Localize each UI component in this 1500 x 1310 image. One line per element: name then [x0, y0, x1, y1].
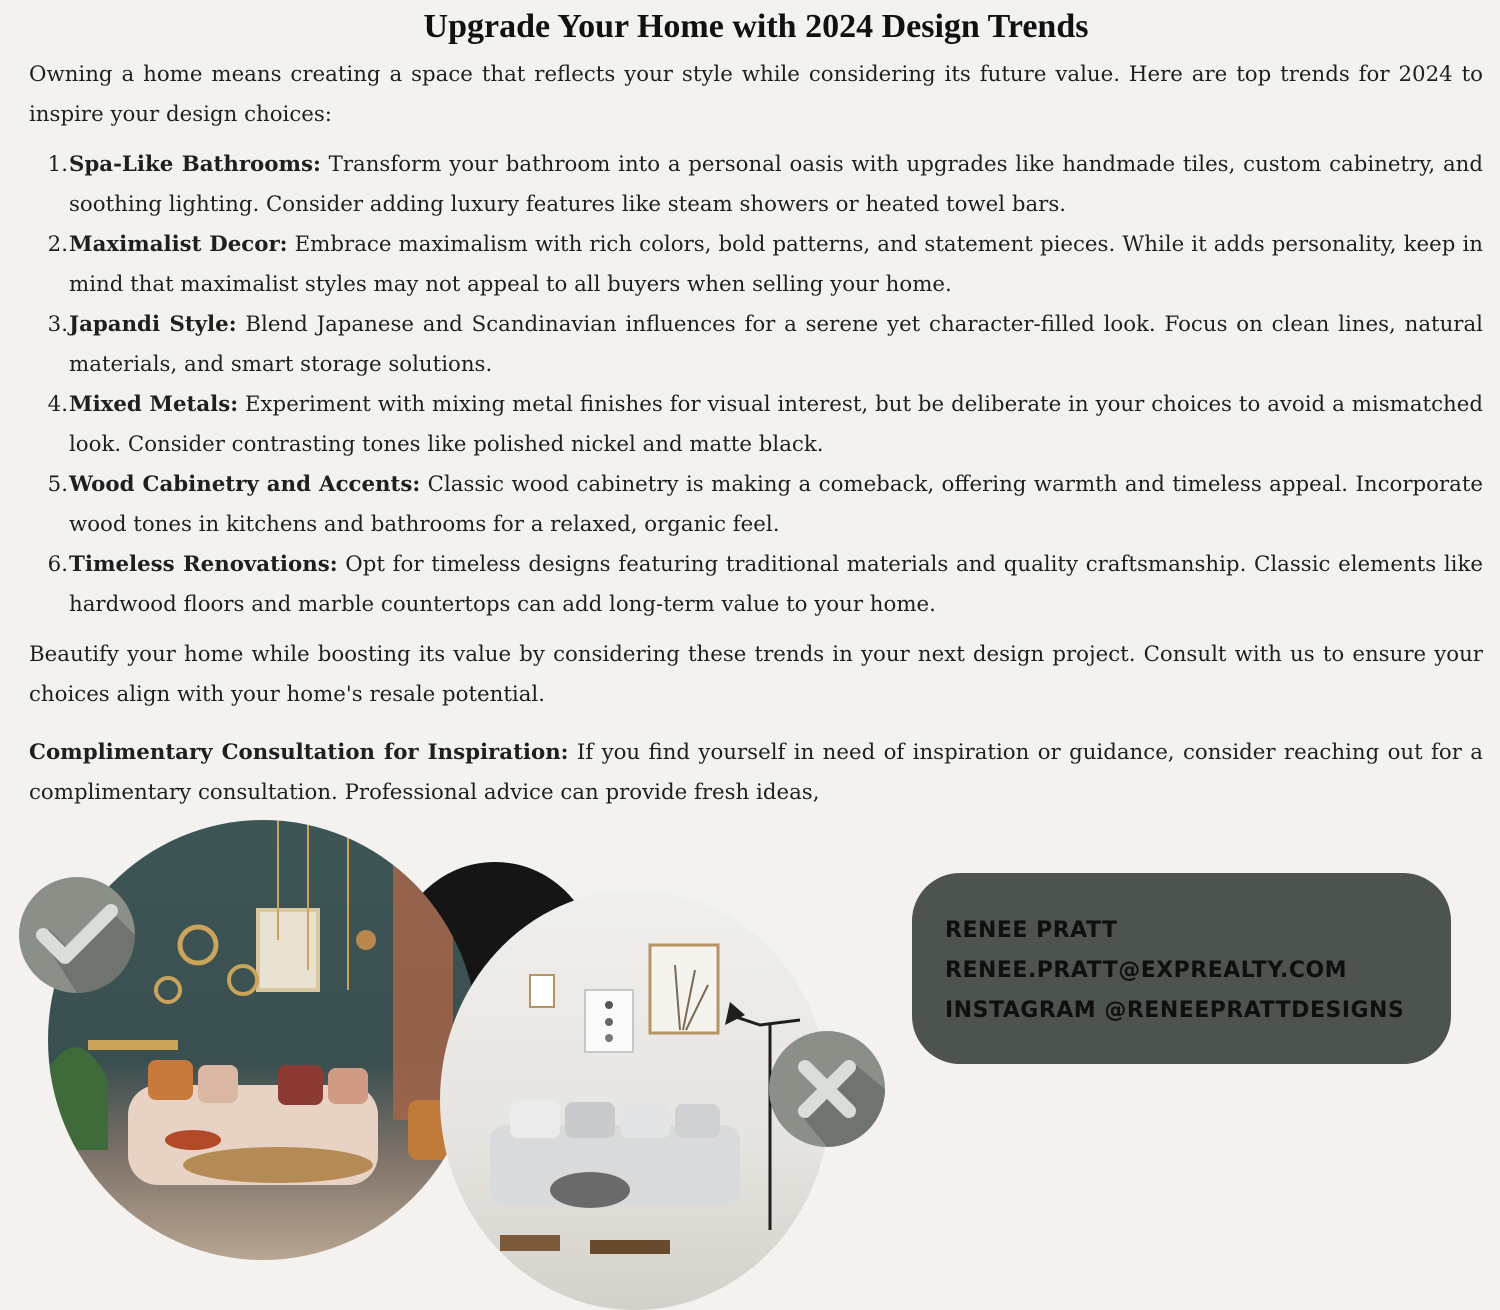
close-icon — [769, 1031, 885, 1147]
consultation-heading: Complimentary Consultation for Inspiration: — [29, 740, 569, 765]
list-number: 6. — [47, 552, 68, 577]
list-number: 1. — [47, 152, 68, 177]
consultation-paragraph — [29, 733, 1483, 813]
trend-text: Blend Japanese and Scandinavian influences for a serene yet character-filled look. Focus on clean lines, natural materials, and smart storage solutions. — [69, 312, 1483, 377]
trend-list — [29, 145, 1483, 625]
list-item — [29, 385, 1483, 465]
intro-paragraph: Owning a home means creating a space that reflects your style while considering its future value. Here are top trends for 2024 to inspire your design choices: — [29, 62, 1483, 127]
list-item — [29, 145, 1483, 225]
trend-text: Embrace maximalism with rich colors, bold patterns, and statement pieces. While it adds personality, keep in mind that maximalist styles may not appeal to all buyers when selling your home. — [69, 232, 1483, 297]
article-body — [29, 55, 1483, 813]
contact-card — [912, 873, 1451, 1064]
contact-name: RENEE PRATT — [945, 918, 1118, 943]
cross-badge — [769, 1031, 885, 1147]
contact-email[interactable]: RENEE.PRATT@EXPREALTY.COM — [945, 958, 1348, 983]
list-item — [29, 545, 1483, 625]
trend-heading: Spa-Like Bathrooms: — [69, 152, 321, 177]
trend-heading: Wood Cabinetry and Accents: — [69, 472, 421, 497]
check-icon — [19, 877, 135, 993]
list-number: 5. — [47, 472, 68, 497]
trend-text: Experiment with mixing metal finishes for visual interest, but be deliberate in your choices to avoid a mismatched look. Consider contrasting tones like polished nickel and matte black. — [69, 392, 1483, 457]
trend-text: Transform your bathroom into a personal oasis with upgrades like handmade tiles, custom cabinetry, and soothing lighting. Consider adding luxury features like steam showers or heated towel bars. — [69, 152, 1483, 217]
comparison-images — [0, 820, 900, 1200]
consultation-text: If you find yourself in need of inspiration or guidance, consider reaching out for a complimentary consultation. Professional advice can provide fresh ideas, — [29, 740, 1483, 805]
list-item — [29, 225, 1483, 305]
list-item — [29, 465, 1483, 545]
trend-heading: Japandi Style: — [69, 312, 237, 337]
contact-instagram[interactable]: INSTAGRAM @RENEEPRATTDESIGNS — [945, 998, 1405, 1023]
list-number: 3. — [47, 312, 68, 337]
list-item — [29, 305, 1483, 385]
trend-heading: Timeless Renovations: — [69, 552, 338, 577]
trend-text: Opt for timeless designs featuring traditional materials and quality craftsmanship. Classic elements like hardwood floors and marble countertops can add long-term value to your home. — [69, 552, 1483, 617]
check-badge — [19, 877, 135, 993]
trend-heading: Maximalist Decor: — [69, 232, 288, 257]
list-number: 2. — [47, 232, 68, 257]
list-number: 4. — [47, 392, 68, 417]
trend-text: Classic wood cabinetry is making a comeback, offering warmth and timeless appeal. Incorporate wood tones in kitchens and bathrooms for a relaxed, organic feel. — [69, 472, 1483, 537]
page-title: Upgrade Your Home with 2024 Design Trends — [423, 8, 1089, 45]
trend-heading: Mixed Metals: — [69, 392, 239, 417]
outro-paragraph: Beautify your home while boosting its value by considering these trends in your next design project. Consult with us to ensure your choices align with your home's resale potential. — [29, 642, 1483, 707]
